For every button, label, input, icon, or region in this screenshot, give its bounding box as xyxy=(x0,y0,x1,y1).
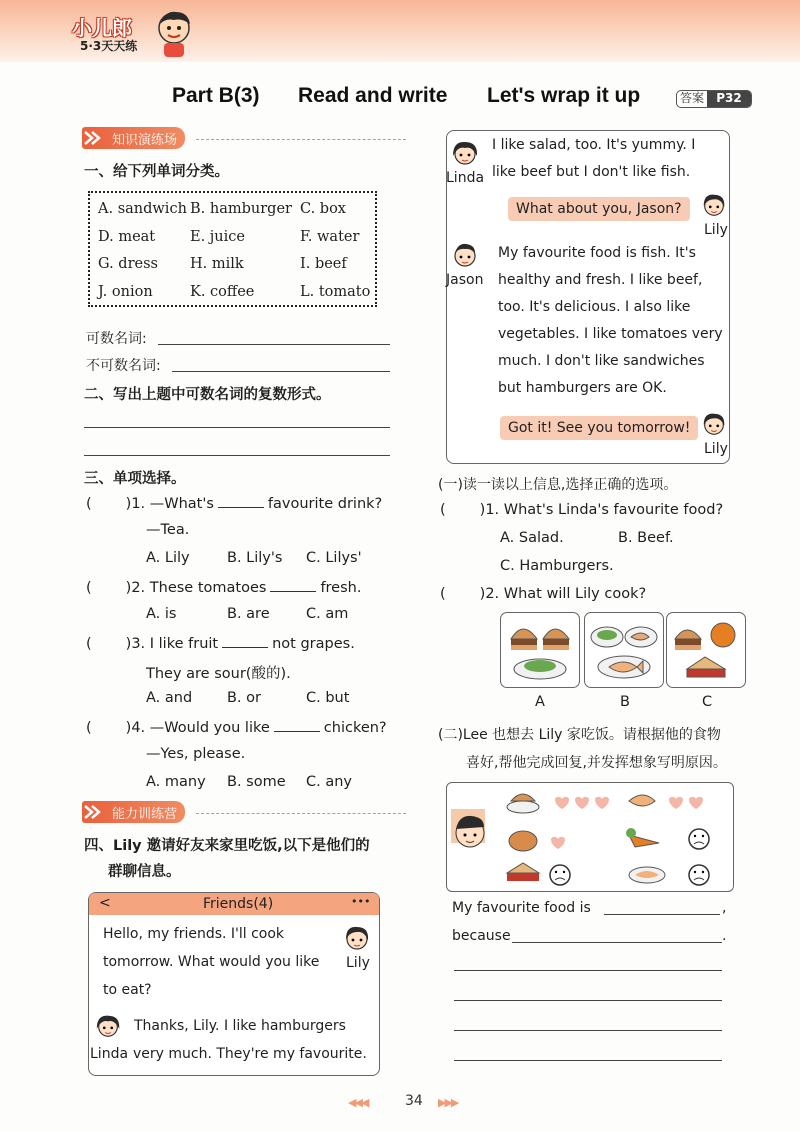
mc-option[interactable]: A. and xyxy=(146,690,193,706)
mc-item-1-line2: —Tea. xyxy=(146,522,190,538)
word-item: B. hamburger xyxy=(190,201,292,217)
food-preference-panel xyxy=(446,782,734,892)
q4-heading-line1: 四、Lily 邀请好友来家里吃饭,以下是他们的 xyxy=(84,838,370,854)
fill-blank[interactable] xyxy=(222,634,268,648)
q1-heading: 一、给下列单词分类。 xyxy=(84,164,229,180)
chat-msg-line: Thanks, Lily. I like hamburgers xyxy=(134,1018,346,1034)
mc-option[interactable]: B. Beef. xyxy=(618,530,674,546)
mc-item-2: ( )2. These tomatoes fresh. xyxy=(86,580,362,596)
mc-item-1: ( )1. —What's favourite drink? xyxy=(86,496,383,512)
page-number: 34 xyxy=(405,1093,423,1109)
section-ability-tag: 能力训练营 xyxy=(82,801,185,823)
speaker-name: Lily xyxy=(704,222,728,238)
mc-option[interactable]: C. Hamburgers. xyxy=(500,558,614,574)
image-option-c[interactable] xyxy=(666,612,746,688)
mc-option[interactable]: C. any xyxy=(306,774,352,790)
chat-bubble-lily: What about you, Jason? xyxy=(508,197,690,221)
because-label: because xyxy=(452,928,511,944)
double-arrow-icon xyxy=(82,802,104,822)
mc-item-4-line2: —Yes, please. xyxy=(146,746,246,762)
reading-q1: ( )1. What's Linda's favourite food? xyxy=(440,502,724,518)
chat-window-continued xyxy=(446,130,730,464)
speaker-name: Lily xyxy=(346,955,370,971)
word-item: K. coffee xyxy=(190,284,255,300)
mc-option[interactable]: C. but xyxy=(306,690,350,706)
title-read-write: Read and write xyxy=(298,84,448,107)
answer-line[interactable] xyxy=(84,455,390,456)
punctuation: , xyxy=(722,900,727,916)
title-wrap-up: Let's wrap it up xyxy=(487,84,641,107)
word-item: E. juice xyxy=(190,229,245,245)
part2-heading-line1: (二)Lee 也想去 Lily 家吃饭。请根据他的食物 xyxy=(438,727,721,743)
answer-line[interactable] xyxy=(454,970,722,971)
mascot-icon xyxy=(152,6,198,58)
answer-line[interactable] xyxy=(454,1000,722,1001)
section-divider xyxy=(196,813,406,814)
mc-option[interactable]: B. or xyxy=(227,690,261,706)
image-label: A xyxy=(535,694,545,710)
mc-option[interactable]: A. many xyxy=(146,774,206,790)
chat-msg-line: My favourite food is fish. It's xyxy=(498,245,696,261)
mc-option[interactable]: C. am xyxy=(306,606,349,622)
word-box xyxy=(88,191,377,307)
mc-item-3: ( )3. I like fruit not grapes. xyxy=(86,636,355,652)
mc-option[interactable]: A. Salad. xyxy=(500,530,564,546)
reading-q2: ( )2. What will Lily cook? xyxy=(440,586,647,602)
fill-blank[interactable] xyxy=(270,578,316,592)
linda-avatar-icon xyxy=(450,138,480,168)
chat-msg-line: healthy and fresh. I like beef, xyxy=(498,272,703,288)
answer-page: P32 xyxy=(707,91,751,107)
chat-bubble-lily: Got it! See you tomorrow! xyxy=(500,416,698,440)
word-item: D. meat xyxy=(98,229,156,245)
image-label: C xyxy=(702,694,713,710)
word-item: J. onion xyxy=(98,284,153,300)
answer-line[interactable] xyxy=(454,1060,722,1061)
speaker-name: Linda xyxy=(446,170,485,186)
because-answer-line[interactable] xyxy=(512,942,722,943)
mc-option[interactable]: A. is xyxy=(146,606,177,622)
lily-avatar-icon xyxy=(700,410,728,438)
chat-title: Friends(4) xyxy=(203,896,274,912)
lily-avatar-icon xyxy=(342,923,372,953)
fish-salad-icon xyxy=(585,613,663,687)
punctuation: . xyxy=(722,928,727,944)
chat-header xyxy=(89,893,379,915)
chat-msg-line: Hello, my friends. I'll cook xyxy=(103,926,285,942)
fill-blank[interactable] xyxy=(274,718,320,732)
mc-option[interactable]: A. Lily xyxy=(146,550,190,566)
mc-option[interactable]: B. are xyxy=(227,606,270,622)
q4-heading-line2: 群聊信息。 xyxy=(108,864,181,880)
word-item: I. beef xyxy=(300,256,347,272)
countable-answer-line[interactable] xyxy=(158,344,390,345)
fill-blank[interactable] xyxy=(218,494,264,508)
chat-msg-line: like beef but I don't like fish. xyxy=(492,164,691,180)
right-arrows-icon: ▶▶▶ xyxy=(438,1096,458,1109)
answer-label: 答案 xyxy=(680,91,705,105)
image-option-a[interactable] xyxy=(500,612,580,688)
section-knowledge-tag: 知识演练场 xyxy=(82,127,185,149)
jason-avatar-icon xyxy=(450,240,480,270)
logo-subtitle: 5·3天天练 xyxy=(80,39,138,53)
mc-item-4: ( )4. —Would you like chicken? xyxy=(86,720,387,736)
part2-heading-line2: 喜好,帮他完成回复,并发挥想象写明原因。 xyxy=(466,755,727,771)
countable-label: 可数名词: xyxy=(86,331,147,347)
chat-msg-line: very much. They're my favourite. xyxy=(133,1046,367,1062)
q3-heading: 三、单项选择。 xyxy=(84,471,186,487)
image-option-b[interactable] xyxy=(584,612,664,688)
burger-beef-icon xyxy=(667,613,745,687)
favourite-food-answer-line[interactable] xyxy=(604,914,720,915)
uncountable-label: 不可数名词: xyxy=(86,358,161,374)
answer-line[interactable] xyxy=(84,427,390,428)
chat-msg-line: much. I don't like sandwiches xyxy=(498,353,705,369)
mc-option[interactable]: B. some xyxy=(227,774,286,790)
mc-option[interactable]: C. Lilys' xyxy=(306,550,362,566)
mc-option[interactable]: B. Lily's xyxy=(227,550,283,566)
chat-msg-line: tomorrow. What would you like xyxy=(103,954,320,970)
more-icon[interactable]: ••• xyxy=(351,895,371,908)
part1-heading: (一)读一读以上信息,选择正确的选项。 xyxy=(438,477,678,493)
answer-line[interactable] xyxy=(454,1030,722,1031)
chat-msg-line: I like salad, too. It's yummy. I xyxy=(492,137,696,153)
food-preference-illustration xyxy=(447,783,733,891)
answer-reference xyxy=(676,90,752,108)
word-item: H. milk xyxy=(190,256,244,272)
image-label: B xyxy=(620,694,630,710)
chat-msg-line: to eat? xyxy=(103,982,152,998)
linda-avatar-icon xyxy=(94,1012,122,1040)
word-item: C. box xyxy=(300,201,346,217)
speaker-name: Linda xyxy=(90,1046,129,1062)
left-arrows-icon: ◀◀◀ xyxy=(348,1096,368,1109)
mc-item-3-line2: They are sour(酸的). xyxy=(146,666,291,682)
chat-msg-line: too. It's delicious. I also like xyxy=(498,299,691,315)
favourite-food-label: My favourite food is xyxy=(452,900,591,916)
hamburger-salad-icon xyxy=(501,613,579,687)
speaker-name: Jason xyxy=(446,272,484,288)
word-item: A. sandwich xyxy=(98,201,187,217)
back-icon[interactable]: < xyxy=(99,895,111,911)
section-divider xyxy=(196,139,406,140)
uncountable-answer-line[interactable] xyxy=(172,371,390,372)
speaker-name: Lily xyxy=(704,441,728,457)
chat-msg-line: vegetables. I like tomatoes very xyxy=(498,326,723,342)
title-part: Part B(3) xyxy=(172,84,260,107)
double-arrow-icon xyxy=(82,128,104,148)
word-item: G. dress xyxy=(98,256,158,272)
logo-text: 小儿郎 xyxy=(72,16,132,40)
word-item: F. water xyxy=(300,229,360,245)
word-item: L. tomato xyxy=(300,284,371,300)
chat-msg-line: but hamburgers are OK. xyxy=(498,380,667,396)
q2-heading: 二、写出上题中可数名词的复数形式。 xyxy=(84,387,331,403)
lily-avatar-icon xyxy=(700,191,728,219)
